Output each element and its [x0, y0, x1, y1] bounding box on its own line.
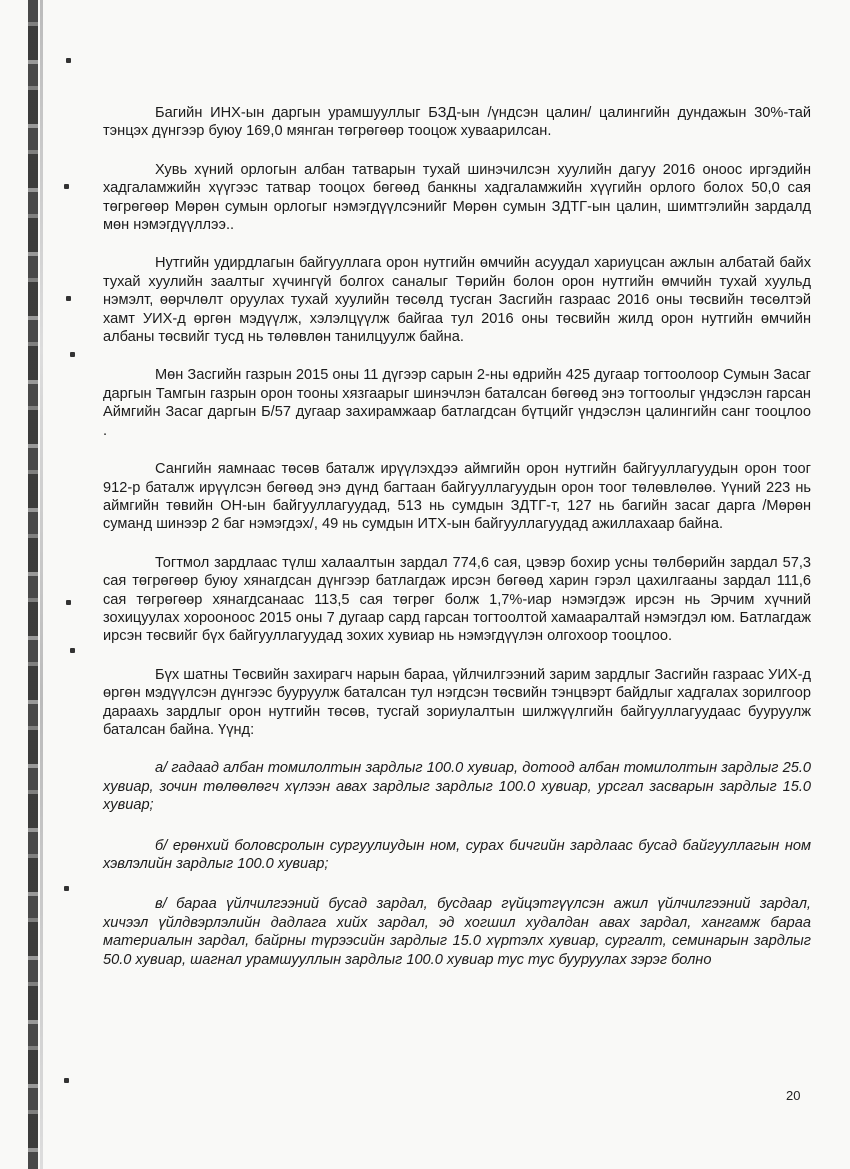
- scan-speck: [64, 1078, 69, 1083]
- scan-speck: [70, 352, 75, 357]
- scan-speck: [64, 886, 69, 891]
- document-body: [103, 104, 811, 991]
- list-item-b: б/ ерөнхий боловсролын сургуулиудын ном, сурах бичгийн зардлаас бусад байгууллагын ном хэвлэлийн зардлыг 100.0 хувиар;: [103, 837, 811, 872]
- paragraph: Хувь хүний орлогын албан татварын тухай шинэчилсэн хуулийн дагуу 2016 оноос иргэдийн хадгаламжийн хүүгээс татвар тооцох бөгөөд банкны хадгаламжийн хүүгийн орлого болох 50,0 сая төгрөгөөр Мөрөн сумын орлогыг нэмэгдүүлсэнийг Мөрөн сумын ЗДТГ-ын цалин, шимтгэлийн зардалд мөн нэмэгдүүллээ..: [103, 161, 811, 234]
- scan-binding-edge: [28, 0, 38, 1169]
- paragraph: Бүх шатны Төсвийн захирагч нарын бараа, үйлчилгээний зарим зардлыг Засгийн газраас УИХ-д өргөн мэдүүлсэн дүнгээс бууруулж баталсан тул нэгдсэн төсвийн тэнцвэрт байдлыг хадгалах зорилгоор дараахь зардлыг орон нутгийн төсөв, тусгай зориулалтын шилжүүлгийн байгууллагуудаас бууруулж баталсан байна. Үүнд:: [103, 666, 811, 738]
- scan-speck: [70, 648, 75, 653]
- list-item-a: а/ гадаад албан томилолтын зардлыг 100.0 хувиар, дотоод албан томилолтын зардлыг 25.0 хувиар, зочин төлөөлөгч хүлээн авах зардлыг зардлыг 100.0 хувиар, урсгал засварын зардлыг 15.0 хувиар;: [103, 760, 811, 814]
- paragraph: Мөн Засгийн газрын 2015 оны 11 дүгээр сарын 2-ны өдрийн 425 дугаар тогтоолоор Сумын Засаг даргын Тамгын газрын орон тооны хязгаарыг шинэчлэн баталсан бөгөөд энэ тогтоолыг үндэслэн гарсан Аймгийн Засаг даргын Б/57 дугаар захирамжаар батлагдсан бүтцийг үндэслэн цалингийн санг тооцлоо .: [103, 367, 811, 439]
- scan-speck: [66, 58, 71, 63]
- paragraph: Нутгийн удирдлагын байгууллага орон нутгийн өмчийн асуудал хариуцсан ажлын албатай байх тухай хуулийн заалтыг хүчингүй болгох саналыг Төрийн болон орон нутгийн өмчийн тухай хуульд нэмэлт, өөрчлөлт оруулах тухай хуулийн төсөлд тусган Засгийн газраас 2016 оны төсвийн төсөлтэй хамт УИХ-д өргөн мэдүүлж, хэлэлцүүлж байгаа тул 2016 оны төсвийн жилд орон нутгийн өмчийн албаны төсвийг тусд нь төлөвлөн танилцуулж байна.: [103, 255, 811, 346]
- scan-edge-shadow: [40, 0, 43, 1169]
- scan-speck: [66, 600, 71, 605]
- page-number: 20: [786, 1088, 801, 1103]
- list-item-c: в/ бараа үйлчилгээний бусад зардал, бусдаар гүйцэтгүүлсэн ажил үйлчилгээний зардал, хичээл үйлдвэрлэлийн дадлага хийх зардал, эд хогшил худалдан авах зардал, хангамж бараа материалын зардал, байрны түрээсийн зардлыг 15.0 хүртэлх хувиар, сургалт, семинарын зардлыг 50.0 хувиар, шагнал урамшууллын зардлыг 100.0 хувиар тус тус бууруулах зэрэг болно: [103, 896, 811, 968]
- scan-speck: [66, 296, 71, 301]
- paragraph: Сангийн яамнаас төсөв баталж ирүүлэхдээ аймгийн орон нутгийн байгууллагуудын орон тоог 912-р баталж ирүүлсэн бөгөөд энэ дүнд багтаан байгууллагуудын орон тоог төлөвлөлөө. Үүний 223 нь аймгийн төвийн ОН-ын байгууллагуудад, 513 нь сумдын ЗДТГ-т, 127 нь багийн засаг дарга /Мөрөн суманд шинээр 2 баг нэмэгдэх/, 49 нь сумдын ИТХ-ын байгууллагуудад ажиллахаар байна.: [103, 461, 811, 533]
- paragraph: Багийн ИНХ-ын даргын урамшууллыг БЗД-ын /үндсэн цалин/ цалингийн дундажын 30%-тай тэнцэх дүнгээр буюу 169,0 мянган төгрөгөөр тооцож хуваарилсан.: [103, 105, 811, 140]
- paragraph: Тогтмол зардлаас түлш халаалтын зардал 774,6 сая, цэвэр бохир усны төлбөрийн зардал 57,3 сая төгрөгөөр буюу хянагдсан дүнгээр батлагдаж ирсэн бөгөөд харин гэрэл цахилгааны зардал 111,6 сая төгрөгөөр хянагдсанаас 113,5 сая төгрөг болж 1,7%-иар нэмэгдэж ирсэн нь Эрчим хүчний зохицуулах хорооноос 2015 оны 7 дугаар сард гарсан тогтоолтой хамааралтай нэмэгдэл юм. Батлагдаж ирсэн төсвийг бүх байгууллагуудад зохих хувиар нь нэмэгдүүлэн олгохоор тооцлоо.: [103, 554, 811, 645]
- scan-speck: [64, 184, 69, 189]
